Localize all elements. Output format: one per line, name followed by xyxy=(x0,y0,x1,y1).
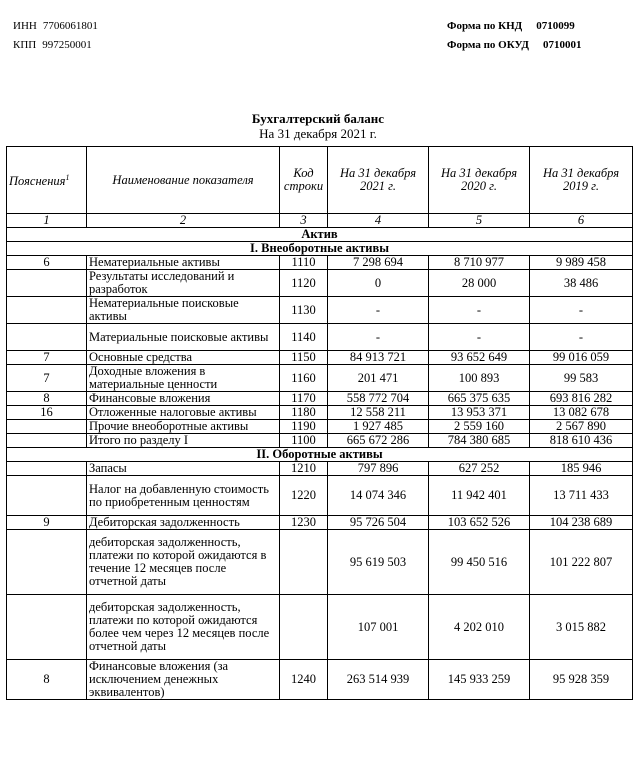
balance-table xyxy=(6,146,633,700)
name-cell: дебиторская задолженность, платежи по которой ожидаются более чем через 12 месяцев после отчетной даты xyxy=(87,595,280,660)
code-cell: 1230 xyxy=(280,516,328,530)
note-cell xyxy=(7,434,87,448)
inn-line xyxy=(13,20,98,39)
column-number: 1 xyxy=(7,214,87,228)
assets-title: Актив xyxy=(7,228,633,242)
value-2020: 145 933 259 xyxy=(429,660,530,700)
note-cell xyxy=(7,476,87,516)
name-cell: Отложенные налоговые активы xyxy=(87,406,280,420)
table-row xyxy=(7,462,633,476)
value-2020: 99 450 516 xyxy=(429,530,530,595)
value-2021: 263 514 939 xyxy=(328,660,429,700)
value-2021: 201 471 xyxy=(328,365,429,392)
kpp-line xyxy=(13,39,98,58)
name-cell: Финансовые вложения (за исключением денежных эквивалентов) xyxy=(87,660,280,700)
column-number: 3 xyxy=(280,214,328,228)
value-2021: 12 558 211 xyxy=(328,406,429,420)
table-row xyxy=(7,595,633,660)
note-cell: 7 xyxy=(7,365,87,392)
note-cell: 6 xyxy=(7,256,87,270)
code-cell: 1210 xyxy=(280,462,328,476)
value-2020: 627 252 xyxy=(429,462,530,476)
code-cell: 1180 xyxy=(280,406,328,420)
header-left xyxy=(13,20,98,58)
value-2019: 185 946 xyxy=(530,462,633,476)
name-cell: Нематериальные поисковые активы xyxy=(87,297,280,324)
table-row xyxy=(7,256,633,270)
value-2021: - xyxy=(328,297,429,324)
value-2019: 9 989 458 xyxy=(530,256,633,270)
code-cell: 1220 xyxy=(280,476,328,516)
value-2019: 101 222 807 xyxy=(530,530,633,595)
value-2019: 818 610 436 xyxy=(530,434,633,448)
code-cell: 1240 xyxy=(280,660,328,700)
code-cell: 1160 xyxy=(280,365,328,392)
note-cell: 8 xyxy=(7,392,87,406)
name-cell: Запасы xyxy=(87,462,280,476)
value-2021: 84 913 721 xyxy=(328,351,429,365)
table-row xyxy=(7,406,633,420)
value-2021: 1 927 485 xyxy=(328,420,429,434)
col-code-header: Код строки xyxy=(280,147,328,214)
note-cell: 7 xyxy=(7,351,87,365)
table-row xyxy=(7,324,633,351)
kpp-value: 997250001 xyxy=(42,39,92,51)
table-row xyxy=(7,516,633,530)
value-2019: 99 016 059 xyxy=(530,351,633,365)
value-2021: 797 896 xyxy=(328,462,429,476)
value-2021: - xyxy=(328,324,429,351)
code-cell: 1190 xyxy=(280,420,328,434)
value-2021: 7 298 694 xyxy=(328,256,429,270)
value-2021: 107 001 xyxy=(328,595,429,660)
code-cell: 1150 xyxy=(280,351,328,365)
section1-title: I. Внеоборотные активы xyxy=(7,242,633,256)
name-cell: Прочие внеоборотные активы xyxy=(87,420,280,434)
value-2020: 11 942 401 xyxy=(429,476,530,516)
kpp-label: КПП xyxy=(13,39,37,51)
section1-title-row xyxy=(7,242,633,256)
assets-title-row xyxy=(7,228,633,242)
column-number: 5 xyxy=(429,214,530,228)
col-2019-header: На 31 декабря 2019 г. xyxy=(530,147,633,214)
col-name-header: Наименование показателя xyxy=(87,147,280,214)
column-number-row xyxy=(7,214,633,228)
note-cell xyxy=(7,324,87,351)
value-2021: 95 619 503 xyxy=(328,530,429,595)
table-row xyxy=(7,420,633,434)
value-2020: 2 559 160 xyxy=(429,420,530,434)
name-cell: Доходные вложения в материальные ценности xyxy=(87,365,280,392)
notes-header-text: Пояснения xyxy=(9,174,66,189)
okud-label: Форма по ОКУД xyxy=(447,39,529,51)
value-2020: 784 380 685 xyxy=(429,434,530,448)
name-cell: Основные средства xyxy=(87,351,280,365)
value-2019: 38 486 xyxy=(530,270,633,297)
col-notes-header xyxy=(7,147,87,214)
value-2019: 13 711 433 xyxy=(530,476,633,516)
table-row xyxy=(7,660,633,700)
name-cell: Налог на добавленную стоимость по приобретенным ценностям xyxy=(87,476,280,516)
inn-value: 7706061801 xyxy=(42,20,98,32)
value-2020: - xyxy=(429,324,530,351)
value-2020: 13 953 371 xyxy=(429,406,530,420)
okud-line xyxy=(447,39,582,58)
code-cell xyxy=(280,595,328,660)
value-2020: 103 652 526 xyxy=(429,516,530,530)
table-row xyxy=(7,297,633,324)
value-2019: 99 583 xyxy=(530,365,633,392)
note-cell: 16 xyxy=(7,406,87,420)
column-number: 2 xyxy=(87,214,280,228)
note-cell xyxy=(7,530,87,595)
notes-footnote-mark: 1 xyxy=(65,173,70,183)
header-row xyxy=(7,147,633,214)
name-cell: Результаты исследований и разработок xyxy=(87,270,280,297)
note-cell xyxy=(7,297,87,324)
section2-title: II. Оборотные активы xyxy=(7,448,633,462)
document-date: На 31 декабря 2021 г. xyxy=(259,126,377,141)
code-cell: 1170 xyxy=(280,392,328,406)
note-cell xyxy=(7,420,87,434)
value-2020: - xyxy=(429,297,530,324)
value-2019: 3 015 882 xyxy=(530,595,633,660)
value-2021: 665 672 286 xyxy=(328,434,429,448)
table-row xyxy=(7,351,633,365)
value-2020: 665 375 635 xyxy=(429,392,530,406)
value-2021: 95 726 504 xyxy=(328,516,429,530)
value-2019: 693 816 282 xyxy=(530,392,633,406)
name-cell: Материальные поисковые активы xyxy=(87,324,280,351)
header-right xyxy=(447,20,582,58)
balance-table-body xyxy=(7,147,633,700)
table-row xyxy=(7,365,633,392)
section2-title-row xyxy=(7,448,633,462)
value-2021: 558 772 704 xyxy=(328,392,429,406)
code-cell: 1120 xyxy=(280,270,328,297)
value-2019: 2 567 890 xyxy=(530,420,633,434)
value-2021: 0 xyxy=(328,270,429,297)
name-cell: Нематериальные активы xyxy=(87,256,280,270)
col-2020-header: На 31 декабря 2020 г. xyxy=(429,147,530,214)
table-row xyxy=(7,270,633,297)
knd-line xyxy=(447,20,582,39)
knd-label: Форма по КНД xyxy=(447,20,523,32)
code-cell: 1100 xyxy=(280,434,328,448)
note-cell: 8 xyxy=(7,660,87,700)
knd-value: 0710099 xyxy=(536,20,575,32)
name-cell: Дебиторская задолженность xyxy=(87,516,280,530)
column-number: 6 xyxy=(530,214,633,228)
note-cell xyxy=(7,595,87,660)
value-2019: 95 928 359 xyxy=(530,660,633,700)
table-row xyxy=(7,476,633,516)
name-cell: дебиторская задолженность, платежи по которой ожидаются в течение 12 месяцев после отчетной даты xyxy=(87,530,280,595)
okud-value: 0710001 xyxy=(543,39,582,51)
column-number: 4 xyxy=(328,214,429,228)
code-cell: 1130 xyxy=(280,297,328,324)
table-row xyxy=(7,530,633,595)
code-cell xyxy=(280,530,328,595)
note-cell xyxy=(7,462,87,476)
value-2020: 8 710 977 xyxy=(429,256,530,270)
value-2019: - xyxy=(530,324,633,351)
note-cell xyxy=(7,270,87,297)
code-cell: 1110 xyxy=(280,256,328,270)
note-cell: 9 xyxy=(7,516,87,530)
table-row xyxy=(7,392,633,406)
code-cell: 1140 xyxy=(280,324,328,351)
table-row xyxy=(7,434,633,448)
value-2020: 100 893 xyxy=(429,365,530,392)
inn-label: ИНН xyxy=(13,20,37,32)
value-2020: 28 000 xyxy=(429,270,530,297)
value-2019: 104 238 689 xyxy=(530,516,633,530)
value-2020: 4 202 010 xyxy=(429,595,530,660)
value-2019: - xyxy=(530,297,633,324)
name-cell: Итого по разделу I xyxy=(87,434,280,448)
value-2019: 13 082 678 xyxy=(530,406,633,420)
col-2021-header: На 31 декабря 2021 г. xyxy=(328,147,429,214)
value-2021: 14 074 346 xyxy=(328,476,429,516)
value-2020: 93 652 649 xyxy=(429,351,530,365)
document-title: Бухгалтерский баланс xyxy=(251,111,385,126)
name-cell: Финансовые вложения xyxy=(87,392,280,406)
